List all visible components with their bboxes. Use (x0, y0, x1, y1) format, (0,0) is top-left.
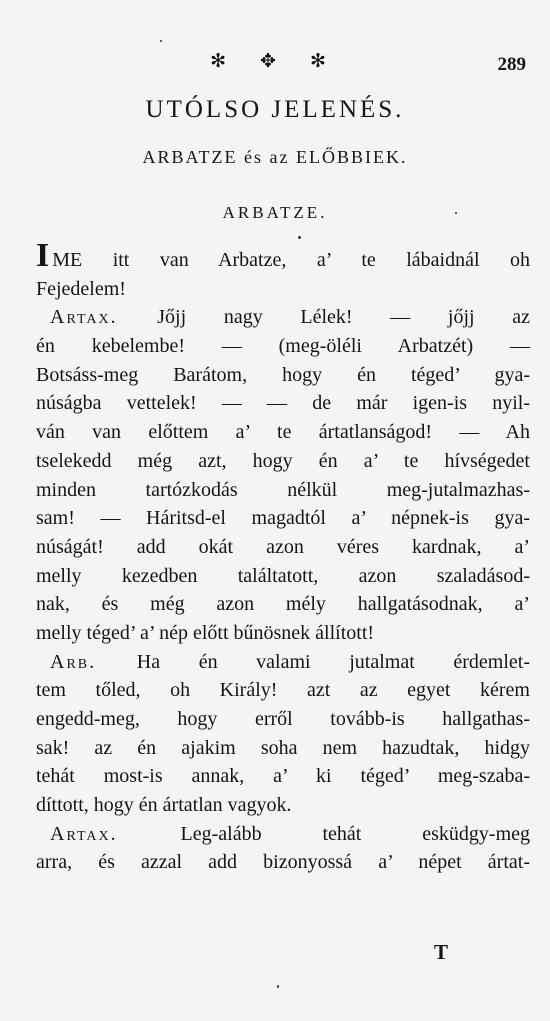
text-line (36, 820, 530, 849)
text-line (36, 848, 530, 877)
text-line (36, 303, 530, 332)
line-text: núságba vettelek! — — de már igen-is nyil- (36, 392, 530, 415)
text-line (36, 447, 530, 476)
print-speck (455, 212, 457, 214)
text-line (36, 418, 530, 447)
line-text: Leg-alább tehát esküdgy-meg (180, 822, 530, 845)
text-line (36, 237, 530, 275)
line-text: tehát most-is annak, a’ ki téged’ meg-szaba- (36, 765, 530, 788)
text-line (36, 504, 530, 533)
drop-cap: I (36, 237, 50, 274)
line-text: én kebelembe! — (meg-öléli Arbatzét) — (36, 335, 530, 358)
text-line (36, 533, 530, 562)
text-line (36, 734, 530, 763)
line-text: melly kezedben találtatott, azon szaladásod- (36, 564, 530, 587)
line-text: Jőjj nagy Lélek! — jőjj az (157, 306, 530, 329)
speaker-heading: ARBATZE. (222, 203, 328, 222)
print-speck (298, 236, 301, 239)
speaker-name: Arb. (50, 650, 137, 673)
scene-subtitle: ARBATZE és az ELŐBBIEK. (142, 147, 408, 167)
text-line (36, 275, 530, 304)
text-line (36, 590, 530, 619)
line-text: ván van előttem a’ te ártatlanságod! — Ah (36, 421, 530, 444)
text-line (36, 762, 530, 791)
line-text: tem tőled, oh Király! azt az egyet kérem (36, 679, 530, 702)
line-text: Fejedelem! (36, 277, 126, 300)
line-text: arra, és azzal add bizonyossá a’ népet ártat- (36, 851, 530, 874)
text-line (36, 361, 530, 390)
line-text: minden tartózkodás nélkül meg-jutalmazhas- (36, 478, 530, 501)
text-line (36, 476, 530, 505)
dialogue-text (36, 237, 531, 877)
text-line (36, 562, 530, 591)
line-text: ME itt van Arbatze, a’ te lábaidnál oh (52, 249, 530, 271)
line-text: Ha én valami jutalmat érdemlet- (136, 650, 531, 673)
speaker-name: Artax. (50, 306, 158, 329)
text-line (36, 676, 530, 705)
print-speck (277, 985, 279, 988)
page-number: 289 (497, 54, 526, 75)
line-text: díttott, hogy én ártatlan vagyok. (36, 794, 292, 817)
line-text: sak! az én ajakim soha nem hazudtak, hidgy (36, 736, 530, 759)
text-line (36, 332, 530, 361)
scene-title: UTÓLSO JELENÉS. (145, 96, 405, 123)
line-text: nak, és még azon mély hallgatásodnak, a’ (36, 593, 530, 616)
header-ornament: ✻ ✥ ✻ (210, 50, 340, 72)
text-line (36, 791, 530, 820)
text-line (36, 389, 530, 418)
line-text: tselekedd még azt, hogy én a’ te hívségedet (36, 449, 530, 472)
catchword: T (433, 940, 448, 964)
line-text: Botsáss-meg Barátom, hogy én téged’ gya- (36, 363, 530, 386)
line-text: sam! — Háritsd-el magadtól a’ népnek-is gya- (36, 507, 530, 530)
text-line (36, 648, 530, 677)
line-text: engedd-meg, hogy erről tovább-is hallgathas- (36, 708, 530, 730)
text-line (36, 619, 530, 648)
text-line (36, 705, 530, 734)
speaker-name: Artax. (50, 822, 181, 845)
line-text: melly téged’ a’ nép előtt bűnösnek állított! (36, 621, 375, 644)
print-speck (160, 40, 162, 42)
line-text: núságát! add okát azon véres kardnak, a’ (36, 535, 530, 558)
